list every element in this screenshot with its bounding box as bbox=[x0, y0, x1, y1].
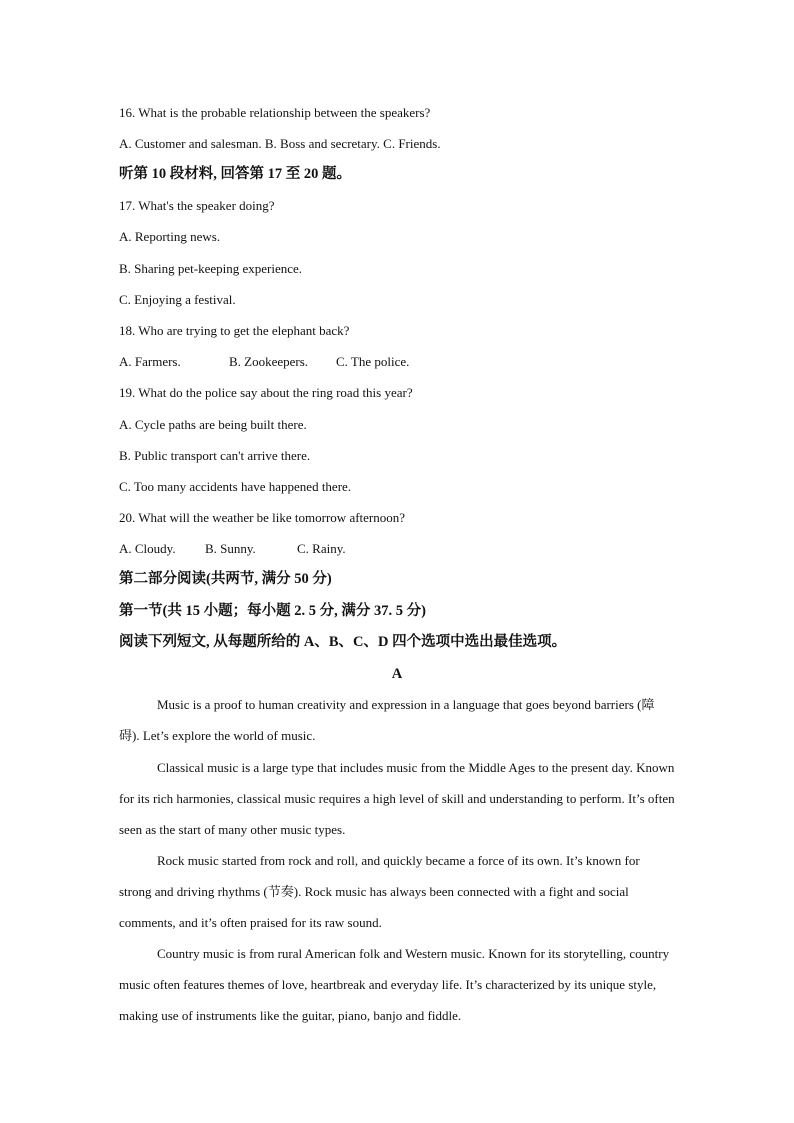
q19-option-b: B. Public transport can't arrive there. bbox=[119, 448, 311, 463]
q20-option-b: B. Sunny. bbox=[205, 541, 256, 556]
q20-option-c: C. Rainy. bbox=[297, 541, 346, 556]
q16-stem: 16. What is the probable relationship between the speakers? bbox=[119, 105, 431, 120]
q19-stem: 19. What do the police say about the ring road this year? bbox=[119, 385, 413, 400]
q18-options bbox=[119, 354, 409, 370]
reading-instruction: 阅读下列短文, 从每题所给的 A、B、C、D 四个选项中选出最佳选项。 bbox=[119, 634, 567, 650]
q17-option-c: C. Enjoying a festival. bbox=[119, 292, 236, 307]
q17-stem: 17. What's the speaker doing? bbox=[119, 198, 275, 213]
q17-option-b: B. Sharing pet-keeping experience. bbox=[119, 261, 303, 276]
passage-paragraph-4: Country music is from rural American folk and Western music. Known for its storytelling, country music often features themes of love, heartbreak and everyday life. It’s characterized by its unique style, making use of instruments like the guitar, piano, banjo and fiddle. bbox=[119, 946, 670, 1023]
q19-option-c: C. Too many accidents have happened there. bbox=[119, 479, 352, 494]
q18-option-c: C. The police. bbox=[336, 354, 410, 369]
passage-paragraph-2: Classical music is a large type that includes music from the Middle Ages to the present day. Known for its rich harmonies, classical music requires a high level of skill and understanding to perform. It’s often seen as the start of many other music types. bbox=[119, 760, 675, 837]
q20-option-a: A. Cloudy. bbox=[119, 541, 176, 556]
q18-option-a: A. Farmers. bbox=[119, 354, 181, 369]
q17-option-a: A. Reporting news. bbox=[119, 229, 221, 244]
q18-option-b: B. Zookeepers. bbox=[229, 354, 309, 369]
passage-label: A bbox=[391, 666, 403, 682]
section10-instruction: 听第 10 段材料, 回答第 17 至 20 题。 bbox=[119, 166, 351, 182]
q18-stem: 18. Who are trying to get the elephant back? bbox=[119, 323, 350, 338]
q19-option-a: A. Cycle paths are being built there. bbox=[119, 417, 307, 432]
q20-stem: 20. What will the weather be like tomorrow afternoon? bbox=[119, 510, 406, 525]
q16-options: A. Customer and salesman. B. Boss and secretary. C. Friends. bbox=[119, 136, 441, 151]
passage-paragraph-3: Rock music started from rock and roll, and quickly became a force of its own. It’s known for strong and driving rhythms (节奏). Rock music has always been connected with a fight and social comments, and it’s often praised for its raw sound. bbox=[119, 853, 640, 930]
passage-paragraph-1: Music is a proof to human creativity and expression in a language that goes beyond barriers (障碍). Let’s explore the world of music. bbox=[119, 697, 655, 743]
q20-options bbox=[119, 541, 346, 557]
section1-heading: 第一节(共 15 小题；每小题 2. 5 分, 满分 37. 5 分) bbox=[119, 603, 426, 619]
part2-heading: 第二部分阅读(共两节, 满分 50 分) bbox=[119, 571, 332, 587]
